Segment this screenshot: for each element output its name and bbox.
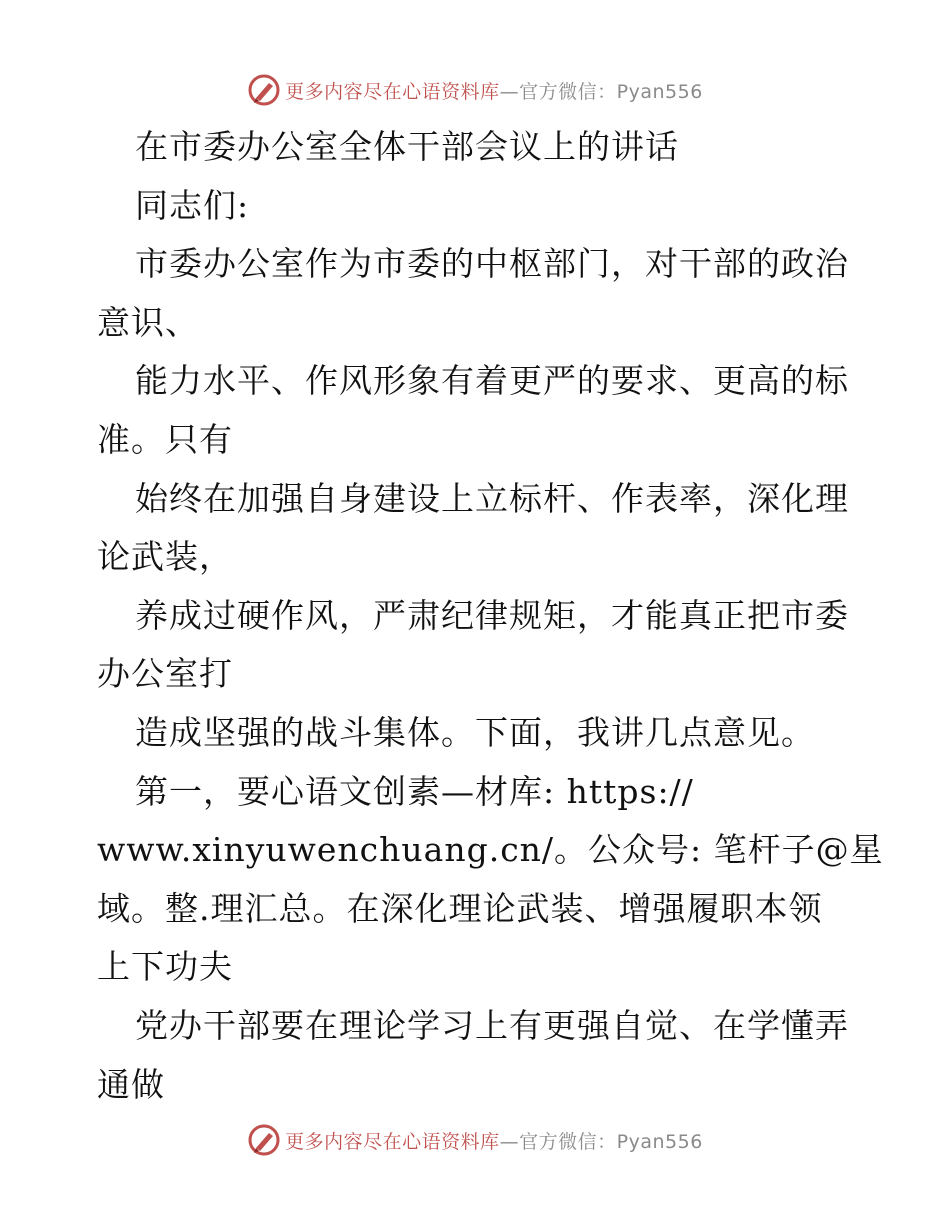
text-line: 党办干部要在理论学习上有更强自觉、在学懂弄 <box>135 1005 849 1045</box>
document-body <box>97 118 884 1114</box>
pen-logo-icon <box>247 73 281 107</box>
document-title: 在市委办公室全体干部会议上的讲话 <box>135 127 679 166</box>
text-line: 通做 <box>97 1064 165 1104</box>
text-line: 养成过硬作风，严肃纪律规矩，才能真正把市委 <box>135 595 849 635</box>
pen-logo-icon <box>247 1123 281 1157</box>
watermark-text: 更多内容尽在心语资料库—官方微信：Pyan556 <box>285 80 703 103</box>
text-line: 上下功夫 <box>97 947 233 987</box>
text-line: 能力水平、作风形象有着更严的要求、更高的标 <box>135 361 849 401</box>
text-line: 论武装， <box>97 537 233 577</box>
section-heading: 第一，要心语文创素—材库: https:// <box>135 771 694 811</box>
text-line: 域。整.理汇总。在深化理论武装、增强履职本领 <box>97 888 823 928</box>
footer-watermark <box>0 1120 950 1160</box>
text-line: 造成坚强的战斗集体。下面，我讲几点意见。 <box>135 712 815 752</box>
salutation: 同志们: <box>135 185 250 225</box>
text-line: 准。只有 <box>97 419 233 459</box>
watermark-text: 更多内容尽在心语资料库—官方微信：Pyan556 <box>285 1130 703 1153</box>
text-line: www.xinyuwenchuang.cn/。公众号: 笔杆子@星 <box>97 830 884 870</box>
text-line: 办公室打 <box>97 654 233 694</box>
text-line: 市委办公室作为市委的中枢部门，对干部的政治 <box>135 244 849 284</box>
text-line: 意识、 <box>97 302 199 342</box>
header-watermark <box>0 70 950 110</box>
text-line: 始终在加强自身建设上立标杆、作表率，深化理 <box>135 478 849 518</box>
